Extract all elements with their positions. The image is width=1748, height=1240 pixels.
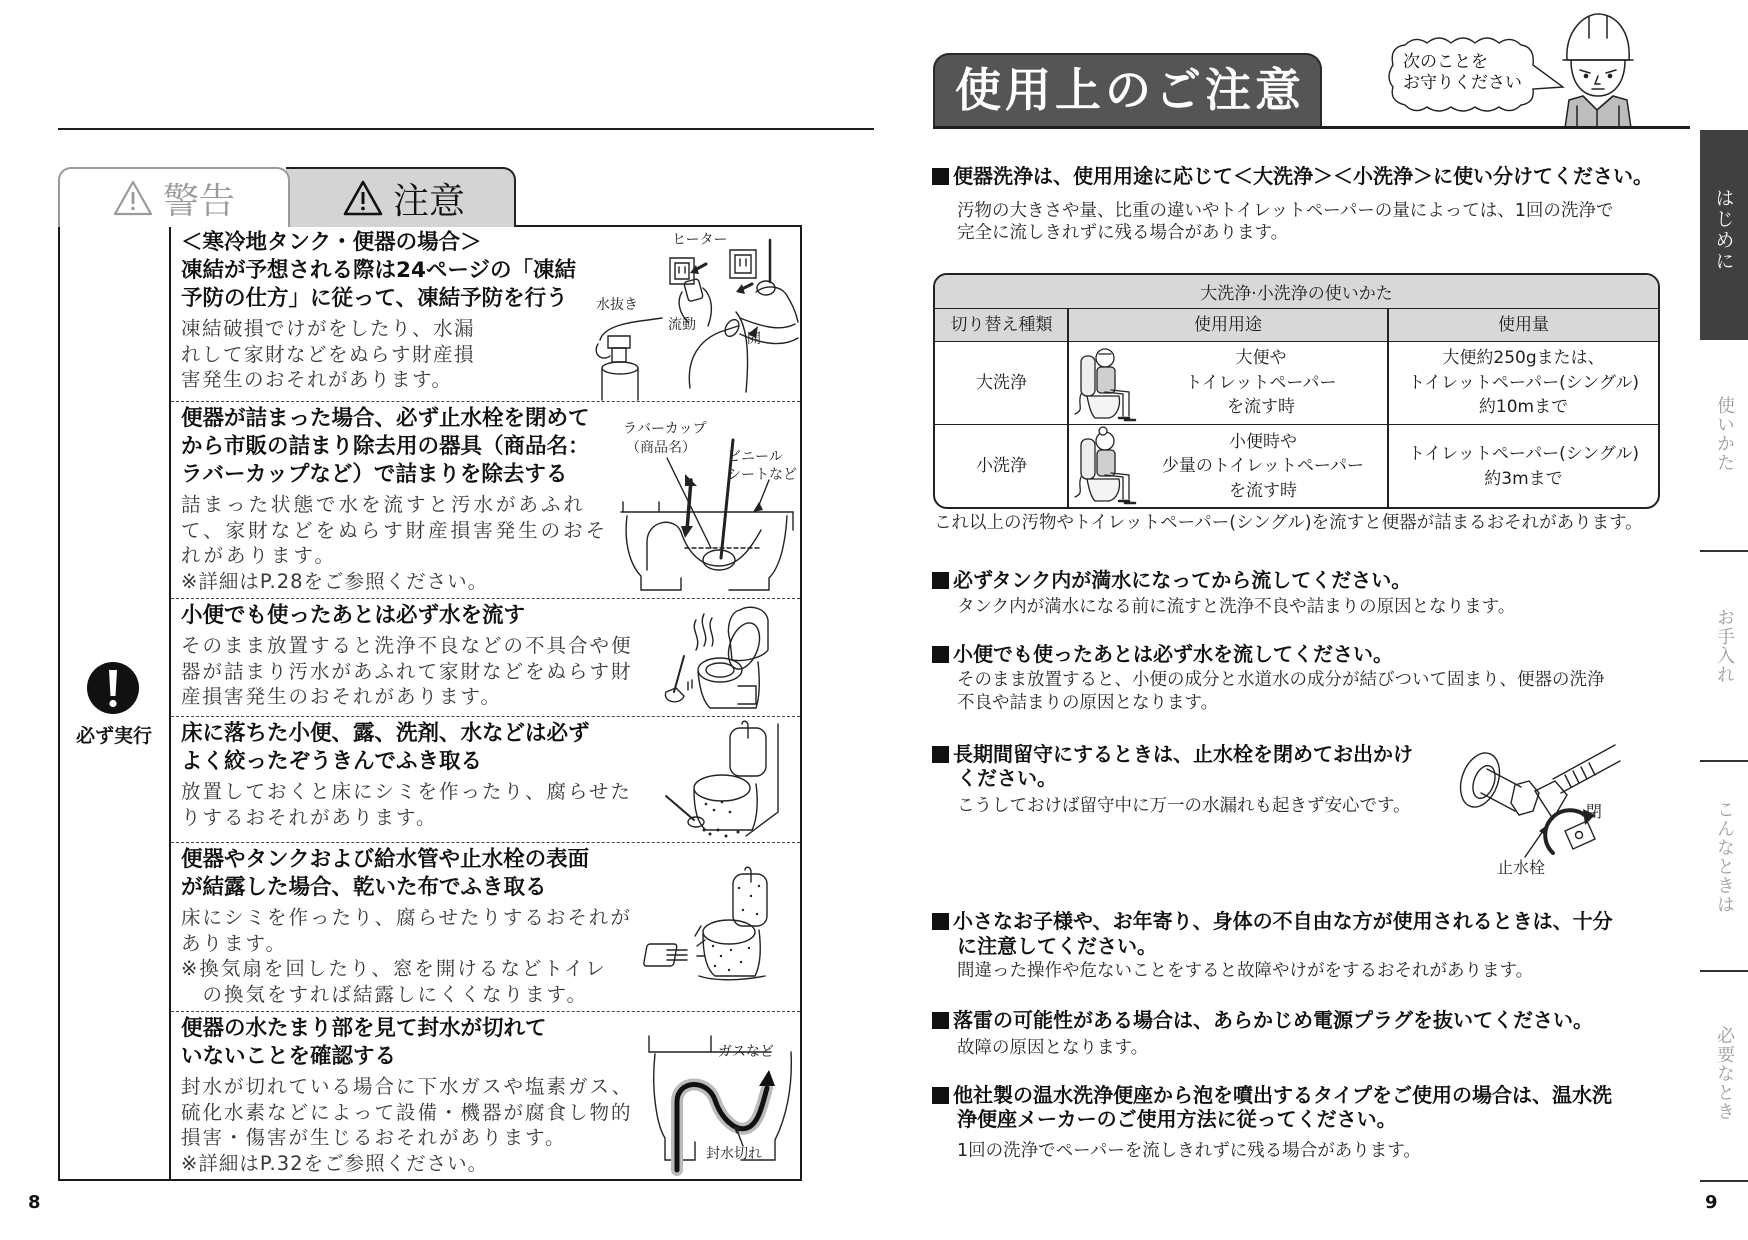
section-description <box>957 1037 1148 1060</box>
amount-cell <box>1389 342 1658 424</box>
side-tab-divider <box>1700 970 1748 972</box>
square-bullet-icon <box>932 572 949 589</box>
section-heading <box>932 1083 1612 1131</box>
item-heading-line: 小便でも使ったあとは必ず水を流す <box>181 603 526 628</box>
wipe-floor-illustration <box>660 718 785 840</box>
section-heading-text: 小さなお子様や、お年寄り、身体の不自由な方が使用されるときは、十分 <box>953 909 1613 933</box>
item-heading-line: 床に落ちた小便、露、洗剤、水などは必ず <box>181 721 590 746</box>
side-tab-label: 使いかた <box>1714 396 1735 472</box>
left-header-rule <box>58 128 874 130</box>
section-heading <box>932 642 1393 666</box>
square-bullet-icon <box>932 913 949 930</box>
item-heading-line: が結露した場合、乾いた布でふき取る <box>181 875 547 900</box>
item-heading-line: ラバーカップなど）で詰まりを除去する <box>181 462 568 487</box>
section-heading-text: 小便でも使ったあとは必ず水を流してください。 <box>953 642 1393 666</box>
flush-after-urination-illustration <box>660 600 775 715</box>
item-body-line: 床にシミを作ったり、腐らせたりするおそれが <box>181 906 632 929</box>
description-line: 不良や詰まりの原因となります。 <box>957 693 1219 713</box>
column-divider <box>1387 309 1389 507</box>
square-bullet-icon <box>932 646 949 663</box>
item-body-line: 器が詰まり汚水があふれて家財などをぬらす財 <box>181 659 633 683</box>
section-description <box>957 960 1533 983</box>
page-number-left: 8 <box>28 1192 41 1213</box>
item-body-line: ※詳細はP.32をご参照ください。 <box>181 1151 489 1175</box>
section-heading-line: に注意してください。 <box>957 934 1157 958</box>
table-row <box>935 426 1658 507</box>
side-tab-konnatokiha <box>1700 800 1748 914</box>
illustration-label: ヒーター <box>672 232 728 248</box>
tab-warning-label: 警告 <box>162 180 235 222</box>
side-tab-label: こんなときは <box>1714 800 1735 914</box>
item-heading-line: よく絞ったぞうきんでふき取る <box>181 749 483 774</box>
section-heading-text: 落雷の可能性がある場合は、あらかじめ電源プラグを抜いてください。 <box>953 1008 1593 1032</box>
description-line: そのまま放置すると、小便の成分と水道水の成分が結びついて固まり、便器の洗浄 <box>957 670 1605 690</box>
usage-line: 大便や <box>1235 348 1287 369</box>
section-heading-line <box>932 568 1411 592</box>
description-line: 間違った操作や危ないことをすると故障やけがをするおそれがあります。 <box>957 961 1534 981</box>
table-row <box>935 342 1658 425</box>
section-description <box>957 669 1605 715</box>
column-divider <box>1067 309 1069 507</box>
side-tab-label: はじめに <box>1712 188 1735 272</box>
amount-line: 約10mまで <box>1478 397 1569 418</box>
section-heading-line <box>932 1083 1612 1107</box>
woman-on-toilet-icon <box>1073 427 1143 505</box>
item-heading-line: ＜寒冷地タンク・便器の場合＞ <box>181 230 482 255</box>
item-body-line: 害発生のおそれがあります。 <box>181 368 453 391</box>
section-description <box>957 795 1411 818</box>
section-heading-line <box>932 742 1413 766</box>
item-body-line: 産損害発生のおそれがあります。 <box>181 685 502 708</box>
side-tab-hitsuyounatoki <box>1700 1026 1748 1121</box>
item-body-line: ※換気扇を回したり、窓を開けるなどトイレ <box>181 957 607 980</box>
section-heading-text: 必ずタンク内が満水になってから流してください。 <box>953 568 1412 592</box>
description-line: タンク内が満水になる前に流すと洗浄不良や詰まりの原因となります。 <box>957 597 1516 617</box>
description-line: 完全に流しきれずに残る場合があります。 <box>957 223 1289 243</box>
item-body-line: て、家財などをぬらす財産損害発生のおそ <box>181 518 609 542</box>
side-tab-label: お手入れ <box>1714 608 1735 684</box>
tab-warning <box>58 167 290 227</box>
illustration-label: 封水切れ <box>706 1146 762 1162</box>
illustration-label: （商品名） <box>626 440 696 456</box>
item-heading-line: 凍結が予想される際は24ページの「凍結 <box>181 258 576 283</box>
item-body-line: りするおそれがあります。 <box>181 805 438 829</box>
section-description <box>957 596 1515 619</box>
warning-triangle-icon <box>113 180 153 216</box>
amount-line: 約3mまで <box>1484 468 1563 489</box>
illustration-label: 開 <box>747 331 761 347</box>
section-heading <box>932 164 1653 188</box>
section-heading-text: 長期間留守にするときは、止水栓を閉めてお出かけ <box>953 742 1413 766</box>
worker-character-icon <box>1555 10 1640 128</box>
item-body-line: 損害・傷害が生じるおそれがあります。 <box>181 1126 567 1149</box>
page-title: 使用上のご注意 <box>933 53 1322 128</box>
tab-caution <box>286 167 516 227</box>
right-header-rule <box>933 126 1690 129</box>
section-heading-line <box>932 164 1653 188</box>
item-body-line: 硫化水素などによって設備・機器が腐食し物的 <box>181 1100 633 1124</box>
side-tab-oteire <box>1700 608 1748 684</box>
man-on-toilet-icon <box>1073 344 1143 422</box>
item-body-line: れがあります。 <box>181 544 337 567</box>
side-tab-label: 必要なとき <box>1714 1026 1735 1121</box>
speech-bubble-text <box>1403 52 1522 94</box>
illustration-label: 止水栓 <box>1497 858 1546 877</box>
side-tab-tsukaikata <box>1700 396 1748 472</box>
item-heading-line: 便器の水たまり部を見て封水が切れて <box>181 1016 547 1041</box>
section-heading-text: 便器洗浄は、使用用途に応じて＜大洗浄＞＜小洗浄＞に使い分けてください。 <box>953 164 1653 188</box>
usage-line: 小便時や <box>1229 431 1297 452</box>
item-body-line: そのまま放置すると洗浄不良などの不具合や便 <box>181 634 633 657</box>
amount-line: トイレットペーパー(シングル) <box>1407 444 1640 464</box>
condensation-illustration <box>655 866 775 984</box>
amount-line: 大便約250gまたは、 <box>1442 348 1605 369</box>
flush-usage-table <box>933 273 1660 509</box>
amount-cell <box>1389 426 1658 507</box>
usage-cell <box>1069 426 1387 507</box>
item-heading-line: 予防の仕方」に従って、凍結予防を行う <box>181 286 568 311</box>
side-tab-divider <box>1700 1180 1748 1182</box>
item-heading-line: から市販の詰まり除去用の器具（商品名： <box>181 434 590 459</box>
section-heading-line <box>932 1008 1593 1032</box>
illustration-label: 流動 <box>668 317 696 333</box>
description-line: 1回の洗浄でペーパーを流しきれずに残る場合があります。 <box>957 1141 1421 1161</box>
table-header-row <box>935 309 1658 342</box>
table-title-row <box>935 275 1658 309</box>
section-heading <box>932 909 1613 959</box>
illustration-label: 閉 <box>1586 802 1603 821</box>
column-header: 切り替え種類 <box>950 314 1053 335</box>
section-heading <box>932 742 1413 790</box>
section-heading-line: 浄便座メーカーのご使用方法に従ってください。 <box>957 1107 1397 1131</box>
item-body-line: 詰まった状態で水を流すと汚水があふれ <box>181 493 587 516</box>
category-label: 必ず実行 <box>75 725 152 747</box>
illustration-label: 水抜き <box>596 297 638 313</box>
usage-line: トイレットペーパー <box>1185 372 1337 393</box>
illustration-label: ビニール <box>727 449 783 465</box>
section-heading-line <box>932 642 1393 666</box>
square-bullet-icon <box>932 1012 949 1029</box>
section-description <box>957 1140 1421 1163</box>
item-body-line: 凍結破損でけがをしたり、水漏 <box>181 317 476 340</box>
item-heading-line: 便器やタンクおよび給水管や止水栓の表面 <box>181 847 590 872</box>
item-body-line: れして家財などをぬらす財産損 <box>181 342 476 366</box>
description-line: 汚物の大きさや量、比重の違いやトイレットペーパーの量によっては、1回の洗浄で <box>957 201 1614 221</box>
usage-line: を流す時 <box>1227 397 1295 418</box>
tab-caution-label: 注意 <box>392 180 465 222</box>
mandatory-action-icon <box>86 661 140 715</box>
item-body-line: ※詳細はP.28をご参照ください。 <box>181 569 489 593</box>
section-heading <box>932 1008 1593 1032</box>
flush-type: 大洗浄 <box>976 372 1027 393</box>
amount-line: トイレットペーパー(シングル) <box>1407 372 1640 393</box>
description-line: こうしておけば留守中に万一の水漏れも起きず安心です。 <box>957 796 1411 816</box>
item-heading-line: いないことを確認する <box>181 1044 397 1069</box>
table-title: 大洗浄·小洗浄の使いかた <box>1200 284 1393 304</box>
description-line: 故障の原因となります。 <box>957 1038 1149 1058</box>
speech-bubble-line: お守りください <box>1403 73 1522 93</box>
usage-line: を流す時 <box>1229 480 1297 501</box>
speech-bubble-line: 次のことを <box>1403 52 1488 72</box>
usage-cell <box>1069 342 1387 424</box>
illustration-label: シートなど <box>727 467 797 483</box>
item-body-line: 放置しておくと床にシミを作ったり、腐らせた <box>181 780 632 803</box>
usage-line: 少量のトイレットペーパー <box>1161 456 1365 477</box>
item-body-line: あります。 <box>181 931 287 955</box>
illustration-label: ラバーカップ <box>623 421 707 437</box>
square-bullet-icon <box>932 746 949 763</box>
side-tab-divider <box>1700 760 1748 762</box>
side-tab-divider <box>1700 550 1748 552</box>
table-note: これ以上の汚物やトイレットペーパー(シングル)を流すと便器が詰まるおそれがあります。 <box>934 513 1643 533</box>
illustration-label: ガスなど <box>718 1044 774 1060</box>
flush-type: 小洗浄 <box>976 456 1027 477</box>
square-bullet-icon <box>932 1087 949 1104</box>
item-body-line: 封水が切れている場合に下水ガスや塩素ガス、 <box>181 1075 634 1098</box>
section-heading <box>932 568 1411 592</box>
section-heading-line: ください。 <box>957 766 1057 790</box>
side-tab-hajimeni <box>1700 130 1748 340</box>
page-number-right: 9 <box>1705 1192 1718 1213</box>
warning-triangle-icon <box>343 180 383 216</box>
column-header: 使用用途 <box>1194 314 1262 335</box>
section-description <box>957 200 1613 244</box>
column-header: 使用量 <box>1498 314 1549 335</box>
section-heading-text: 他社製の温水洗浄便座から泡を噴出するタイプをご使用の場合は、温水洗 <box>953 1083 1612 1107</box>
item-body-line: の換気をすれば結露しにくくなります。 <box>181 982 588 1006</box>
square-bullet-icon <box>932 168 949 185</box>
item-heading-line: 便器が詰まった場合、必ず止水栓を閉めて <box>181 406 590 431</box>
section-heading-line <box>932 909 1613 934</box>
